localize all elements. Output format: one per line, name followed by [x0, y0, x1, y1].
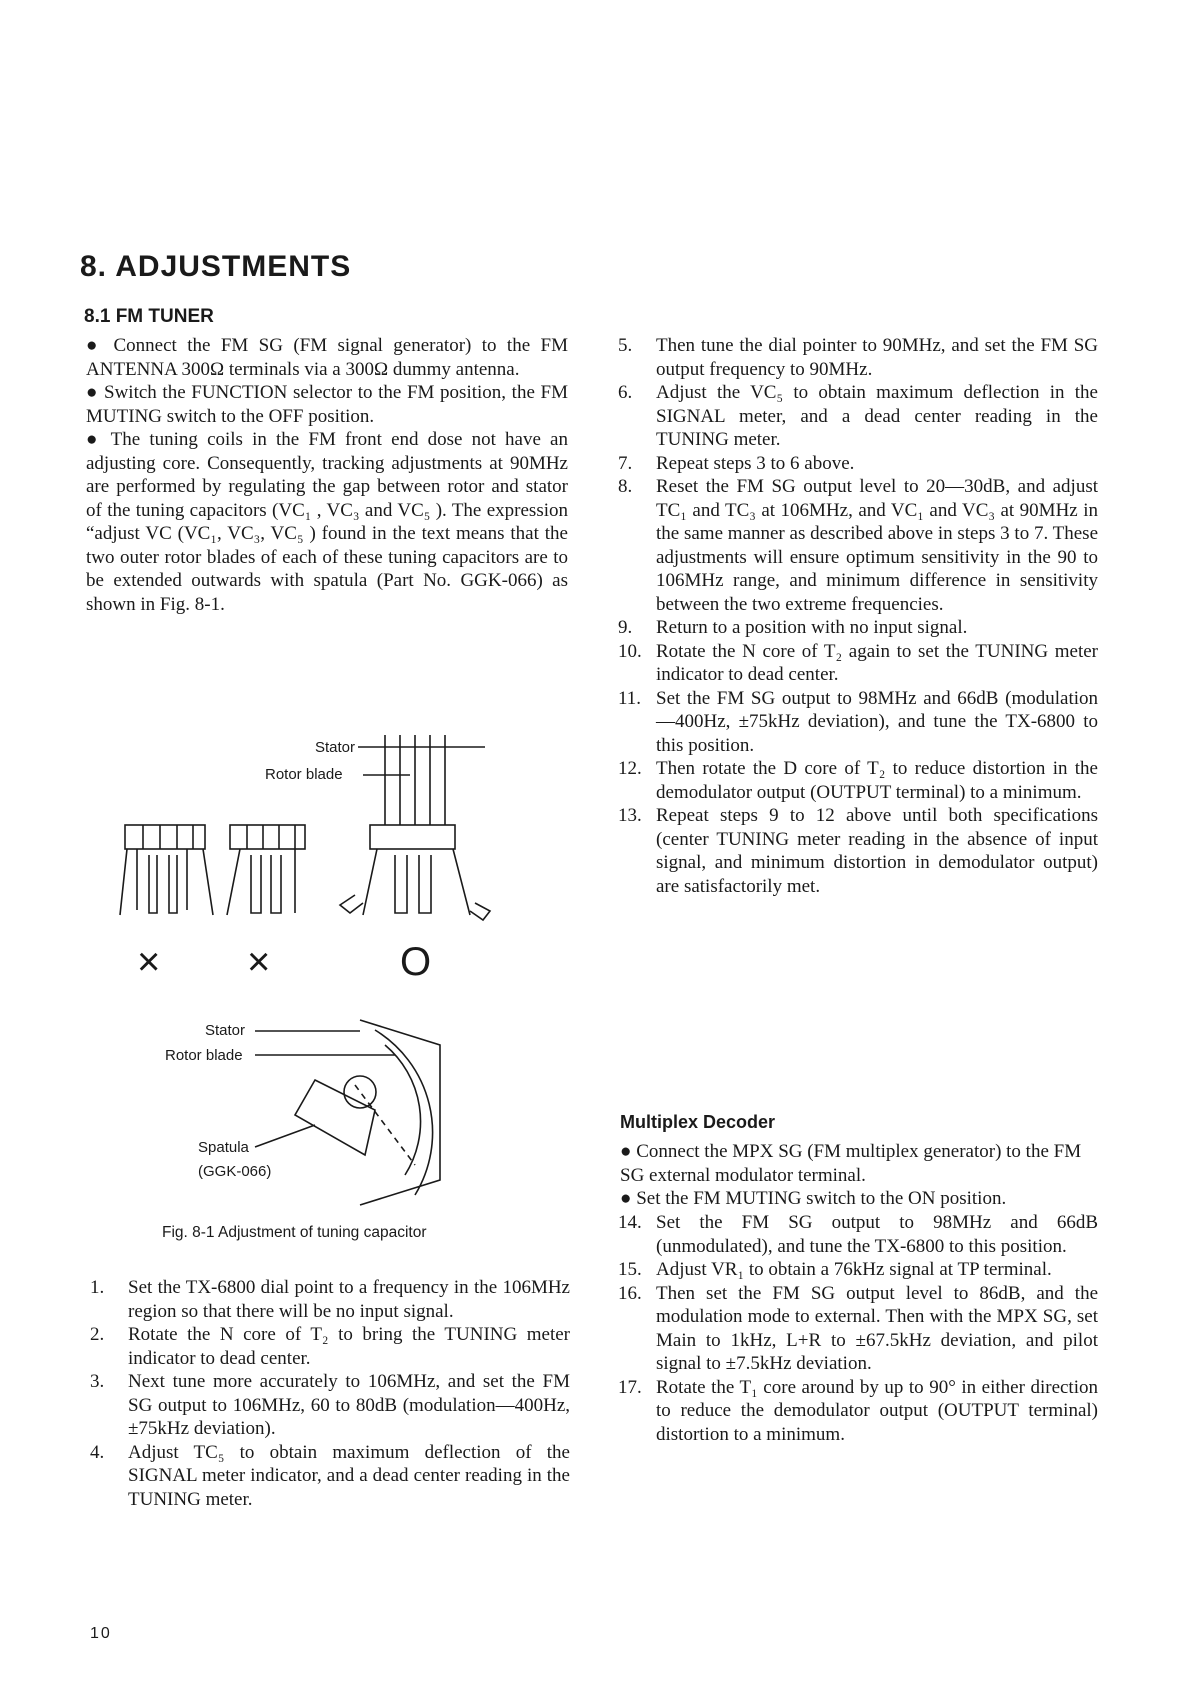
step-item: 11. Set the FM SG output to 98MHz and 66dB (modulation—400Hz, ±75kHz deviation), and tune the TX-6800 to this position.	[618, 687, 1098, 756]
label-rotor-blade: Rotor blade	[265, 766, 343, 783]
mark-wrong: ×	[247, 940, 271, 984]
step-item: 4. Adjust TC₅ to obtain maximum deflection of the SIGNAL meter indicator, and a dead center reading in the TUNING meter.	[90, 1441, 570, 1510]
step-item: 17. Rotate the T₁ core around by up to 90° in either direction to reduce the demodulator output (OUTPUT terminal) distortion to a minimum.	[618, 1376, 1098, 1445]
label-spatula-part: (GGK-066)	[198, 1163, 272, 1180]
mpx-bullet: ● Connect the MPX SG (FM multiplex generator) to the FM SG external modulator terminal.	[620, 1141, 1082, 1186]
mpx-bullet: ● Set the FM MUTING switch to the ON position.	[620, 1188, 1007, 1209]
step-item: 2. Rotate the N core of T₂ to bring the TUNING meter indicator to dead center.	[90, 1324, 570, 1369]
mark-wrong: ×	[137, 940, 161, 984]
step-item: 16. Then set the FM SG output level to 86dB, and the modulation mode to external. Then with the MPX SG, set Main to 1kHz, L+R to ±67.5kHz deviation, and pilot signal to ±7.5kHz deviation.	[618, 1282, 1098, 1374]
arrow-right-icon	[470, 903, 490, 920]
capacitor-wrong-1	[120, 825, 213, 915]
section-heading-fm-tuner: 8.1 FM TUNER	[84, 306, 214, 327]
mpx-intro	[620, 1140, 1096, 1211]
intro-paragraphs	[86, 334, 568, 616]
step-item: 5. Then tune the dial pointer to 90MHz, and set the FM SG output frequency to 90MHz.	[618, 335, 1098, 380]
spatula-shape	[295, 1080, 375, 1155]
intro-bullet: ● Connect the FM SG (FM signal generator) to the FM ANTENNA 300Ω terminals via a 300Ω dummy antenna.	[86, 335, 568, 380]
capacitor-correct	[340, 735, 490, 920]
arrow-left-icon	[340, 895, 363, 913]
label-stator: Stator	[205, 1022, 246, 1039]
label-spatula: Spatula	[198, 1139, 249, 1156]
intro-bullet: ● The tuning coils in the FM front end dose not have an adjusting core. Consequently, tracking adjustments at 90MHz are performed by regulating the gap between rotor and stator of the tuning capacitors (VC₁ , VC₃ and VC₅ ). The expression “adjust VC (VC₁, VC₃, VC₅ ) found in the text means that the two outer rotor blades of each of these tuning capacitors are to be extended outwards with spatula (Part No. GGK-066) as shown in Fig. 8-1.	[86, 429, 568, 615]
step-item: 9. Return to a position with no input signal.	[618, 617, 968, 638]
capacitor-side-view	[295, 1020, 440, 1205]
page-title: 8. ADJUSTMENTS	[80, 250, 352, 283]
capacitor-wrong-2	[227, 825, 305, 915]
label-stator: Stator	[315, 739, 356, 756]
figure-caption: Fig. 8-1 Adjustment of tuning capacitor	[162, 1224, 427, 1241]
mark-correct: O	[400, 940, 432, 984]
intro-bullet: ● Switch the FUNCTION selector to the FM position, the FM MUTING switch to the OFF position.	[86, 382, 568, 427]
step-item: 6. Adjust the VC₅ to obtain maximum deflection in the SIGNAL meter, and a dead center reading in the TUNING meter.	[618, 382, 1098, 450]
label-rotor-blade: Rotor blade	[165, 1047, 243, 1064]
step-item: 12. Then rotate the D core of T₂ to reduce distortion in the demodulator output (OUTPUT terminal) to a minimum.	[618, 758, 1098, 803]
steps-list-left	[90, 1276, 570, 1511]
step-item: 3. Next tune more accurately to 106MHz, and set the FM SG output to 106MHz, 60 to 80dB (modulation—400Hz, ±75kHz deviation).	[90, 1371, 570, 1439]
step-item: 8. Reset the FM SG output level to 20—30dB, and adjust TC₁ and TC₃ at 106MHz, and VC₁ and VC₃ at 90MHz in the same manner as described above in steps 3 to 7. These adjustments will ensure optimum sensitivity in the 90 to 106MHz range, and minimum difference in sensitivity between the two extreme frequencies.	[618, 476, 1098, 615]
step-item: 10. Rotate the N core of T₂ again to set the TUNING meter indicator to dead center.	[618, 640, 1098, 685]
section-heading-multiplex-decoder: Multiplex Decoder	[620, 1112, 776, 1132]
step-item: 15. Adjust VR₁ to obtain a 76kHz signal at TP terminal.	[618, 1259, 1052, 1280]
steps-list-right	[618, 334, 1098, 898]
step-item: 1. Set the TX-6800 dial point to a frequency in the 106MHz region so that there will be no input signal.	[90, 1277, 570, 1322]
step-item: 7. Repeat steps 3 to 6 above.	[618, 452, 855, 474]
steps-list-mpx	[618, 1211, 1098, 1446]
page-number: 10	[90, 1625, 112, 1642]
step-item: 14. Set the FM SG output to 98MHz and 66dB (unmodulated), and tune the TX-6800 to this position.	[618, 1212, 1098, 1257]
figure-tuning-capacitor	[115, 735, 515, 1230]
step-item: 13. Repeat steps 9 to 12 above until both specifications (center TUNING meter reading in the absence of input signal, and minimum distortion in demodulator output) are satisfactorily met.	[618, 805, 1098, 897]
